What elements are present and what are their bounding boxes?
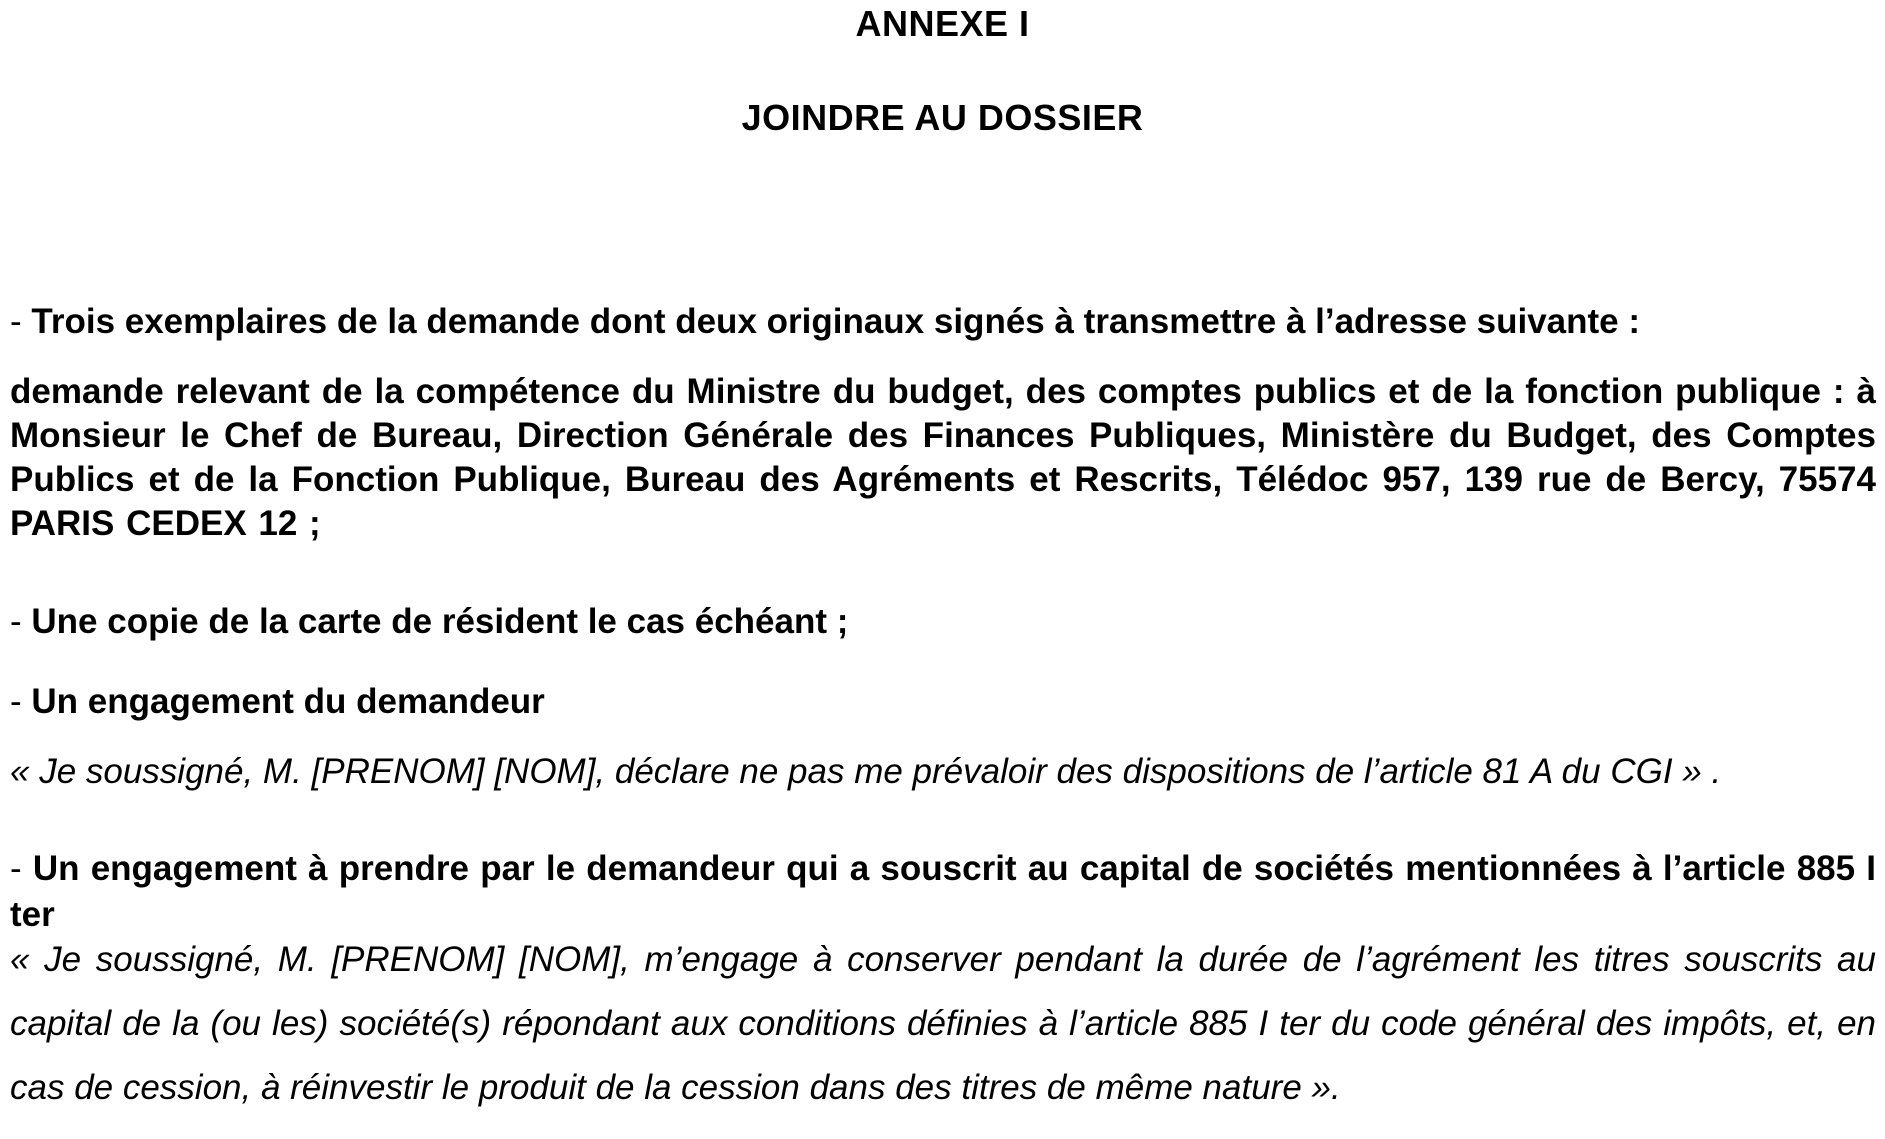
list-item-exemplaires	[10, 300, 1876, 344]
bullet-dash: -	[10, 849, 22, 888]
list-item-carte-resident	[10, 600, 1876, 644]
quote-article-81a: « Je soussigné, M. [PRENOM] [NOM], déclare ne pas me prévaloir des dispositions de l’article 81 A du CGI » .	[10, 752, 1722, 791]
annex-title: ANNEXE I	[855, 3, 1030, 44]
quote-article-885: « Je soussigné, M. [PRENOM] [NOM], m’engage à conserver pendant la durée de l’agrément les titres souscrits au capital de la (ou les) société(s) répondant aux conditions définies à l’article 885 I ter du code général des impôts, et, en cas de cession, à réinvestir le produit de la cession dans des titres de même nature ».	[10, 940, 1876, 1107]
list-item-engagement-885	[10, 846, 1876, 938]
exemplaires-text: Trois exemplaires de la demande dont deux originaux signés à transmettre à l’adresse suivante :	[31, 302, 1641, 341]
address-paragraph: demande relevant de la compétence du Ministre du budget, des comptes publics et de la fonction publique : à Monsieur le Chef de Bureau, Direction Générale des Finances Publiques, Ministère du Budget, des Comptes Publics et de la Fonction Publique, Bureau des Agréments et Rescrits, Télédoc 957, 139 rue de Bercy, 75574 PARIS CEDEX 12 ;	[10, 372, 1876, 543]
carte-resident-text: Une copie de la carte de résident le cas échéant ;	[31, 602, 849, 641]
list-item-engagement-demandeur	[10, 680, 1876, 724]
bullet-dash: -	[10, 682, 22, 721]
engagement-885-text: Un engagement à prendre par le demandeur qui a souscrit au capital de sociétés mentionnées à l’article 885 I ter	[10, 849, 1877, 934]
bullet-dash: -	[10, 302, 22, 341]
annex-subtitle: JOINDRE AU DOSSIER	[741, 97, 1144, 138]
bullet-dash: -	[10, 602, 22, 641]
engagement-demandeur-text: Un engagement du demandeur	[31, 682, 545, 721]
